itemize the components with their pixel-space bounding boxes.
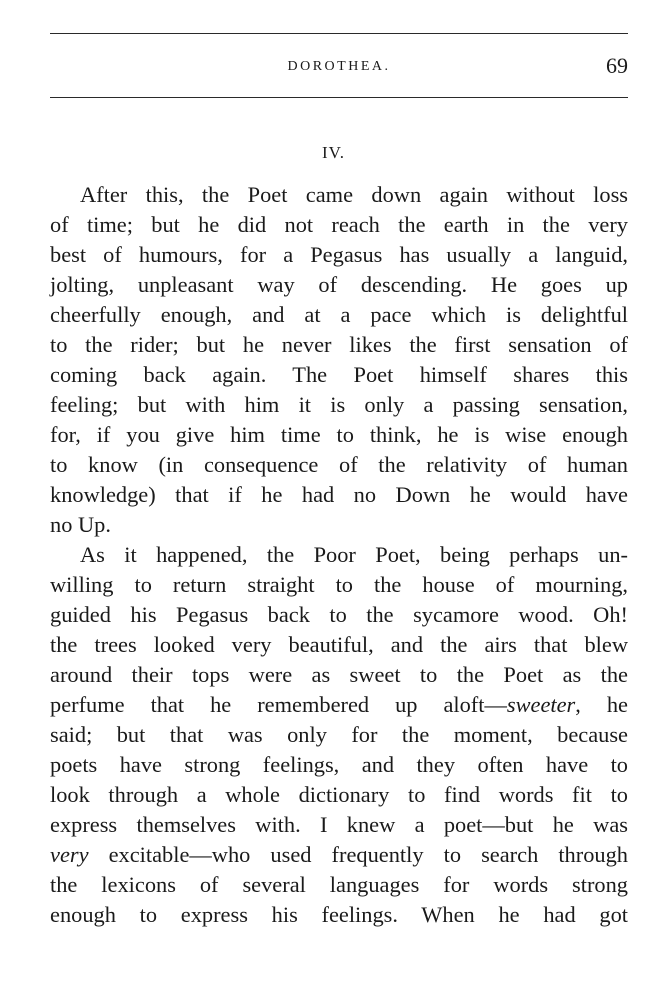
text-line: look through a whole dictionary to find words fit to <box>50 782 628 807</box>
section-numeral: IV. <box>322 143 345 162</box>
text-line: best of humours, for a Pegasus has usually a languid, <box>50 242 628 267</box>
text-line: the trees looked very beautiful, and the airs that blew <box>50 632 628 657</box>
running-head <box>50 53 628 81</box>
text-run: , he <box>575 692 628 717</box>
text-line: guided his Pegasus back to the sycamore wood. Oh! <box>50 602 628 627</box>
top-rule <box>50 33 628 34</box>
text-line: no Up. <box>50 512 111 537</box>
text-line: said; but that was only for the moment, because <box>50 722 628 747</box>
italic-word: sweeter <box>506 692 576 717</box>
text-line: As it happened, the Poor Poet, being perhaps un- <box>80 542 628 567</box>
text-line: the lexicons of several languages for words strong <box>50 872 628 897</box>
text-line: to the rider; but he never likes the first sensation of <box>50 332 628 357</box>
text-line: around their tops were as sweet to the Poet as the <box>50 662 628 687</box>
paragraph-1 <box>50 180 628 540</box>
text-line: of time; but he did not reach the earth in the very <box>50 212 628 237</box>
paragraph-2 <box>50 540 628 930</box>
text-line: knowledge) that if he had no Down he would have <box>50 482 628 507</box>
page-number: 69 <box>606 53 628 78</box>
text-line <box>50 690 628 720</box>
text-line: cheerfully enough, and at a pace which is delightful <box>50 302 628 327</box>
text-line: express themselves with. I knew a poet—but he was <box>50 812 628 837</box>
body-text <box>50 180 628 930</box>
text-line: to know (in consequence of the relativity of human <box>50 452 628 477</box>
text-line: coming back again. The Poet himself shares this <box>50 362 628 387</box>
text-line: for, if you give him time to think, he is wise enough <box>50 422 628 447</box>
text-line <box>50 840 628 870</box>
text-line: willing to return straight to the house of mourning, <box>50 572 628 597</box>
text-line: After this, the Poet came down again without loss <box>80 182 628 207</box>
text-run: excitable—who used frequently to search through <box>108 842 628 867</box>
italic-word: very <box>50 842 89 867</box>
running-title: DOROTHEA. <box>287 59 391 74</box>
text-line: jolting, unpleasant way of descending. He goes up <box>50 272 628 297</box>
text-run: perfume that he remembered up aloft— <box>50 692 507 717</box>
text-line: poets have strong feelings, and they often have to <box>50 752 628 777</box>
text-line: feeling; but with him it is only a passing sensation, <box>50 392 628 417</box>
bottom-rule <box>50 97 628 98</box>
text-line: enough to express his feelings. When he had got <box>50 902 628 927</box>
